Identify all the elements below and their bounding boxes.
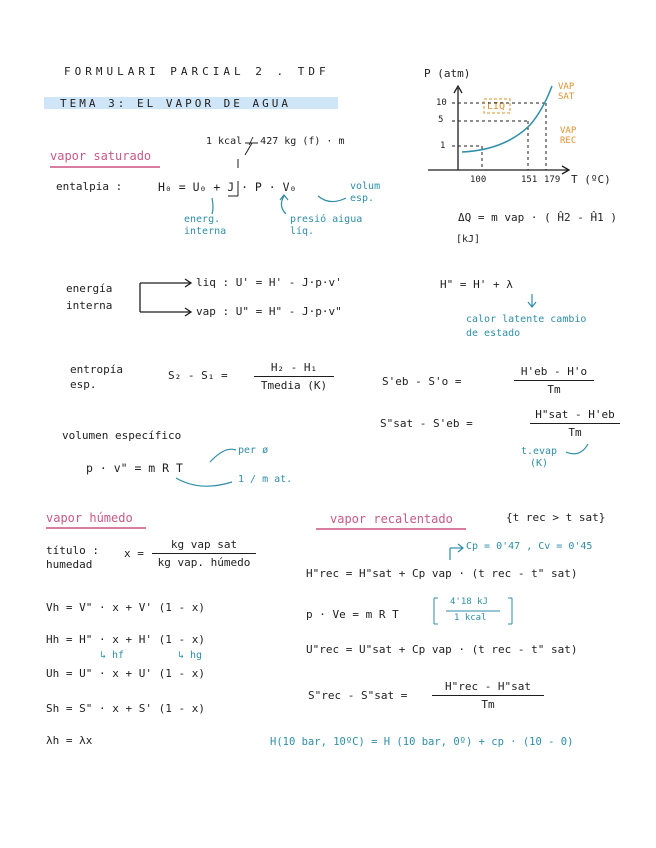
volumen-label: volumen específico [62,429,182,442]
entropia-left: S₂ - S₁ = [168,369,228,382]
conv-denominator: 1 kcal [454,613,487,623]
s-rec-fraction [432,680,544,711]
example-equation: H(10 bar, 10ºC) = H (10 bar, 0º) + cp · (10 - 0) [270,736,574,748]
region-vap-rec: VAP REC [560,126,577,147]
entalpia-label: entalpia : [56,180,123,193]
unit-note: 1 kcal / 427 kg (f) · m [206,136,345,147]
hh-equation: Hh = H" · x + H' (1 - x) [46,633,205,646]
presio-label: presió aigua líq. [290,214,363,237]
y-tick-1: 1 [440,141,446,151]
recalentado-condition: {t rec > t sat} [506,511,606,524]
vh-equation: Vh = V" · x + V' (1 - x) [46,601,205,614]
entropia-numerator: H₂ - H₁ [270,361,318,374]
s-eb-denominator: Tm [547,383,561,397]
entropia-fraction [254,361,334,392]
s-sat-numerator: H"sat - H'eb [535,408,615,421]
s-rec-left: S"rec - S"sat = [308,689,408,702]
s-sat-denominator: Tm [568,426,582,440]
entropia-label: entropía esp. [70,363,123,392]
u-rec-equation: U"rec = U"sat + Cp vap · (t rec - t" sat) [306,643,578,656]
y-tick-5: 5 [438,115,444,125]
hg-label: ↳ hg [178,650,203,661]
tema-heading: TEMA 3: EL VAPOR DE AGUA [60,97,291,110]
gas-note-top: per ø [238,445,269,456]
fraction-bar [530,423,620,424]
lambda-equation: λh = λx [46,734,93,747]
vapor-saturado-underline [50,166,160,168]
liq-equation: liq : U' = H' - J·p·v' [196,276,342,289]
y-tick-10: 10 [436,98,447,108]
heat-unit: [kJ] [456,234,481,245]
x-numerator: kg vap sat [170,538,238,551]
entropia-denominator: Tmedia (K) [260,379,328,393]
energ-interna-label: energ. interna [184,214,227,237]
fraction-bar [514,380,594,381]
x-tick-179: 179 [544,175,561,185]
entalpia-equation: H₀ = U₀ + J · P · V₀ [158,180,297,194]
conv-numerator: 4'18 kJ [450,597,488,607]
vap-equation: vap : U" = H" - J·p·v" [196,305,342,318]
x-tick-100: 100 [470,175,487,185]
calor-latente-label: calor latente cambio de estado [466,314,587,339]
vapor-saturado-heading: vapor saturado [50,149,152,163]
x-tick-151: 151 [521,175,538,185]
volum-esp-label: volum esp. [350,181,381,204]
h-rec-equation: H"rec = H"sat + Cp vap · (t rec - t" sat) [306,567,578,580]
cp-values: Cp = 0'47 , Cv = 0'45 [466,541,593,552]
region-vap-sat: VAP SAT [558,82,575,103]
s-sat-left: S"sat - S'eb = [380,417,473,430]
y-axis-label: P (atm) [424,67,471,80]
h-lambda-equation: H" = H' + λ [440,278,513,291]
vapor-recalentado-heading: vapor recalentado [330,512,453,526]
fraction-bar [152,553,256,554]
region-liq: LIQ [487,101,506,112]
hf-label: ↳ hf [100,650,125,661]
fraction-bar [432,695,544,696]
sh-equation: Sh = S" · x + S' (1 - x) [46,702,205,715]
s-rec-numerator: H"rec - H"sat [444,680,532,693]
gas-equation-rec: p · Ve = m R T [306,608,399,621]
vapor-humedo-heading: vapor húmedo [46,511,133,525]
uh-equation: Uh = U" · x + U' (1 - x) [46,667,205,680]
document-title: FORMULARI PARCIAL 2 . TDF [64,65,330,78]
vapor-recalentado-underline [316,528,466,530]
gas-note-bottom: 1 / m at. [238,474,293,485]
s-rec-denominator: Tm [481,698,495,712]
x-eq-left: x = [124,547,144,560]
s-eb-fraction [514,365,594,396]
s-eb-left: S'eb - S'o = [382,375,462,388]
gas-equation: p · v" = m R T [86,461,183,475]
titulo-label: título : humedad [46,544,99,572]
tevap-label: t.evap (K) [520,446,558,469]
vapor-humedo-underline [46,527,146,529]
heat-formula: ΔQ = m vap · ( Ĥ2 - Ĥ1 ) [458,211,617,224]
energia-interna-label: energía interna [66,282,113,312]
x-axis-label: T (ºC) [571,173,611,186]
x-fraction [152,538,256,569]
s-eb-numerator: H'eb - H'o [520,365,588,378]
s-sat-fraction [530,408,620,439]
fraction-bar [254,376,334,377]
x-denominator: kg vap. húmedo [157,556,251,570]
